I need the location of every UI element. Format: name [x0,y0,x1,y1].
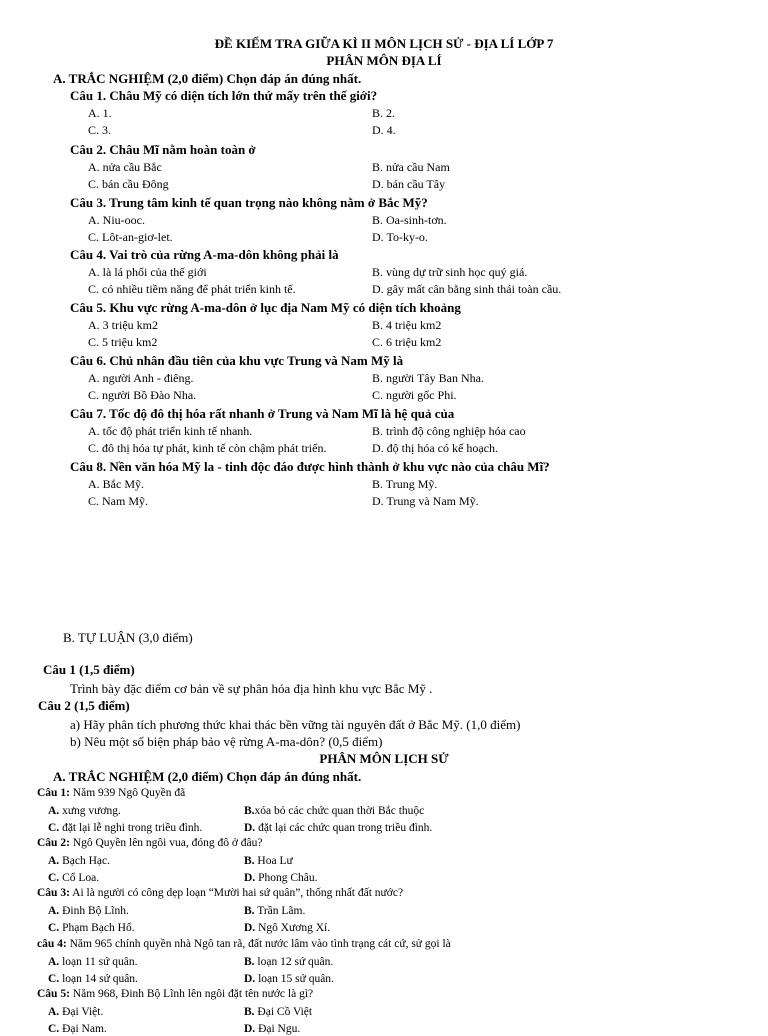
option-letter: A. [48,905,60,917]
geo-section-a-heading: A. TRẮC NGHIỆM (2,0 điểm) Chọn đáp án đúng nhất. [53,71,362,86]
essay-question-1-text: Trình bày đặc điểm cơ bản về sự phân hóa địa hình khu vực Bắc Mỹ . [70,681,433,696]
option-text: xóa bỏ các chức quan thời Bắc thuộc [254,805,425,817]
essay-question-1-title: Câu 1 (1,5 điểm) [43,662,135,677]
hist-q3-option-a [48,906,129,918]
geo-section-b-heading: B. TỰ LUẬN (3,0 điểm) [63,630,193,645]
hist-question-text: Năm 939 Ngô Quyền đã [69,787,186,799]
geo-question-7: Câu 7. Tốc độ đô thị hóa rất nhanh ở Trung và Nam Mĩ là hệ quả của [70,406,455,421]
option-letter: C. [48,822,60,834]
hist-q4-option-b [244,957,333,969]
option-letter: C. [48,973,60,985]
hist-q2-option-b [244,856,293,868]
geo-q2-option-b: B. nửa cầu Nam [372,160,450,174]
option-text: Đại Nam. [59,1023,107,1035]
geo-q4-option-d: D. gây mất cân bằng sinh thái toàn cầu. [372,282,562,296]
geo-q8-option-c: C. Nam Mỹ. [88,494,148,508]
option-letter: B. [244,855,255,867]
option-letter: B. [244,805,255,817]
option-letter: D. [244,922,256,934]
essay-question-2a-text: a) Hãy phân tích phương thức khai thác bền vững tài nguyên đất ở Bắc Mỹ. (1,0 điểm) [70,717,521,732]
hist-question-label: câu 4: [37,938,67,950]
geo-q6-option-d: C. người gốc Phi. [372,388,457,402]
geography-subtitle: PHÂN MÔN ĐỊA LÍ [326,53,442,68]
option-text: Phong Châu. [255,872,318,884]
option-text: Ngô Xương Xí. [255,922,331,934]
geo-q5-option-a: A. 3 triệu km2 [88,318,158,332]
geo-q3-option-d: D. To-ky-o. [372,230,428,244]
option-text: loạn 15 sứ quân. [255,973,334,985]
option-text: Đại Cồ Việt [254,1006,313,1018]
option-text: loạn 12 sứ quân. [254,956,334,968]
hist-q5-option-d [244,1024,300,1036]
hist-q4-option-d [244,974,334,986]
geo-question-4: Câu 4. Vai trò của rừng A-ma-dôn không phải là [70,247,339,262]
hist-q1-option-a [48,806,121,818]
geo-q2-option-d: D. bán cầu Tây [372,177,446,191]
hist-question-5 [37,989,313,1001]
geo-q3-option-a: A. Niu-ooc. [88,213,145,227]
geo-q4-option-b: B. vùng dự trữ sinh học quý giá. [372,265,528,279]
geo-q7-option-a: A. tốc độ phát triển kinh tế nhanh. [88,424,253,438]
option-text: đặt lại lễ nghi trong triều đình. [59,822,203,834]
hist-q3-option-b [244,906,305,918]
hist-q2-option-d [244,873,317,885]
option-text: Đinh Bộ Lĩnh. [59,905,129,917]
option-text: Phạm Bạch Hổ. [59,922,135,934]
geo-q6-option-a: A. người Anh - điêng. [88,371,194,385]
hist-question-text: Năm 965 chính quyền nhà Ngô tan rã, đất nước lâm vào tình trạng cát cứ, sử gọi là [66,938,451,950]
history-subtitle: PHÂN MÔN LỊCH SỬ [319,751,449,766]
option-letter: C. [48,1023,60,1035]
option-letter: B. [244,1006,255,1018]
hist-q3-option-d [244,923,330,935]
hist-q3-option-c [48,923,135,935]
option-letter: D. [244,973,256,985]
essay-question-2b-text: b) Nêu một số biện pháp bảo vệ rừng A-ma-dôn? (0,5 điểm) [70,734,383,749]
geo-q1-option-c: C. 3. [88,123,112,137]
option-text: Đại Việt. [59,1006,104,1018]
option-text: Trần Lãm. [254,905,306,917]
geo-question-2: Câu 2. Châu Mĩ nằm hoàn toàn ở [70,142,256,157]
hist-question-label: Câu 5: [37,988,70,1000]
hist-q1-option-c [48,823,202,835]
option-letter: A. [48,1006,60,1018]
option-text: Hoa Lư [254,855,293,867]
hist-q2-option-a [48,856,110,868]
geo-question-3: Câu 3. Trung tâm kinh tế quan trọng nào không nằm ở Bắc Mỹ? [70,195,428,210]
hist-q5-option-a [48,1007,103,1019]
hist-q5-option-c [48,1024,107,1036]
hist-question-2 [37,838,263,850]
hist-question-text: Ngô Quyền lên ngôi vua, đóng đô ở đâu? [69,837,263,849]
option-letter: D. [244,872,256,884]
hist-question-label: Câu 3: [37,887,70,899]
essay-question-2-title: Câu 2 (1,5 điểm) [38,698,130,713]
option-letter: A. [48,805,60,817]
option-letter: D. [244,1023,256,1035]
geo-q6-option-b: B. người Tây Ban Nha. [372,371,484,385]
geo-q3-option-c: C. Lôt-an-giơ-let. [88,230,173,244]
geo-q1-option-d: D. 4. [372,123,396,137]
geo-question-5: Câu 5. Khu vực rừng A-ma-dôn ở lục địa Nam Mỹ có diện tích khoảng [70,300,461,315]
geo-q7-option-d: D. độ thị hóa có kế hoạch. [372,441,498,455]
geo-question-6: Câu 6. Chủ nhân đầu tiên của khu vực Trung và Nam Mỹ là [70,353,404,368]
exam-title: ĐỀ KIỂM TRA GIỮA KÌ II MÔN LỊCH SỬ - ĐỊA LÍ LỚP 7 [214,36,554,51]
geo-q5-option-b: B. 4 triệu km2 [372,318,442,332]
hist-q1-option-b [244,806,424,818]
hist-question-3 [37,888,403,900]
option-letter: A. [48,855,60,867]
geo-q3-option-b: B. Oa-sinh-tơn. [372,213,447,227]
hist-q4-option-c [48,974,138,986]
geo-q7-option-c: C. đô thị hóa tự phát, kinh tế còn chậm phát triển. [88,441,327,455]
option-letter: C. [48,922,60,934]
hist-q1-option-d [244,823,432,835]
option-text: loạn 14 sứ quân. [59,973,138,985]
hist-question-text: Năm 968, Đinh Bộ Lĩnh lên ngôi đặt tên nước là gì? [69,988,314,1000]
geo-q1-option-a: A. 1. [88,106,112,120]
hist-question-1 [37,788,185,800]
option-text: loạn 11 sứ quân. [59,956,138,968]
option-text: đặt lại các chức quan trong triều đình. [255,822,433,834]
hist-q2-option-c [48,873,99,885]
hist-q4-option-a [48,957,138,969]
option-text: xưng vương. [59,805,121,817]
hist-question-label: Câu 1: [37,787,70,799]
option-letter: C. [48,872,60,884]
geo-q5-option-c: C. 5 triệu km2 [88,335,158,349]
hist-section-a-heading: A. TRẮC NGHIỆM (2,0 điểm) Chọn đáp án đúng nhất. [53,769,362,784]
option-letter: B. [244,905,255,917]
option-text: Bạch Hạc. [59,855,110,867]
option-text: Cổ Loa. [59,872,100,884]
geo-q1-option-b: B. 2. [372,106,396,120]
geo-q2-option-c: C. bán cầu Đông [88,177,169,191]
geo-q8-option-d: D. Trung và Nam Mỹ. [372,494,479,508]
geo-question-8: Câu 8. Nền văn hóa Mỹ la - tinh độc đáo được hình thành ở khu vực nào của châu Mĩ? [70,459,550,474]
geo-q8-option-b: B. Trung Mỹ. [372,477,438,491]
hist-question-text: Ai là người có công dẹp loạn “Mười hai sứ quân”, thống nhất đất nước? [69,887,404,899]
hist-q5-option-b [244,1007,312,1019]
geo-q4-option-a: A. là lá phổi của thế giới [88,265,207,279]
option-letter: A. [48,956,60,968]
geo-q4-option-c: C. có nhiều tiềm năng để phát triển kinh tế. [88,282,296,296]
geo-q5-option-d: C. 6 triệu km2 [372,335,442,349]
option-letter: D. [244,822,256,834]
geo-q8-option-a: A. Bắc Mỹ. [88,477,144,491]
geo-q2-option-a: A. nửa cầu Bắc [88,160,162,174]
hist-question-4 [37,939,451,951]
hist-question-label: Câu 2: [37,837,70,849]
geo-question-1: Câu 1. Châu Mỹ có diện tích lớn thứ mấy trên thế giới? [70,88,378,103]
option-letter: B. [244,956,255,968]
geo-q6-option-c: C. người Bồ Đào Nha. [88,388,197,402]
geo-q7-option-b: B. trình độ công nghiệp hóa cao [372,424,526,438]
option-text: Đại Ngu. [255,1023,301,1035]
